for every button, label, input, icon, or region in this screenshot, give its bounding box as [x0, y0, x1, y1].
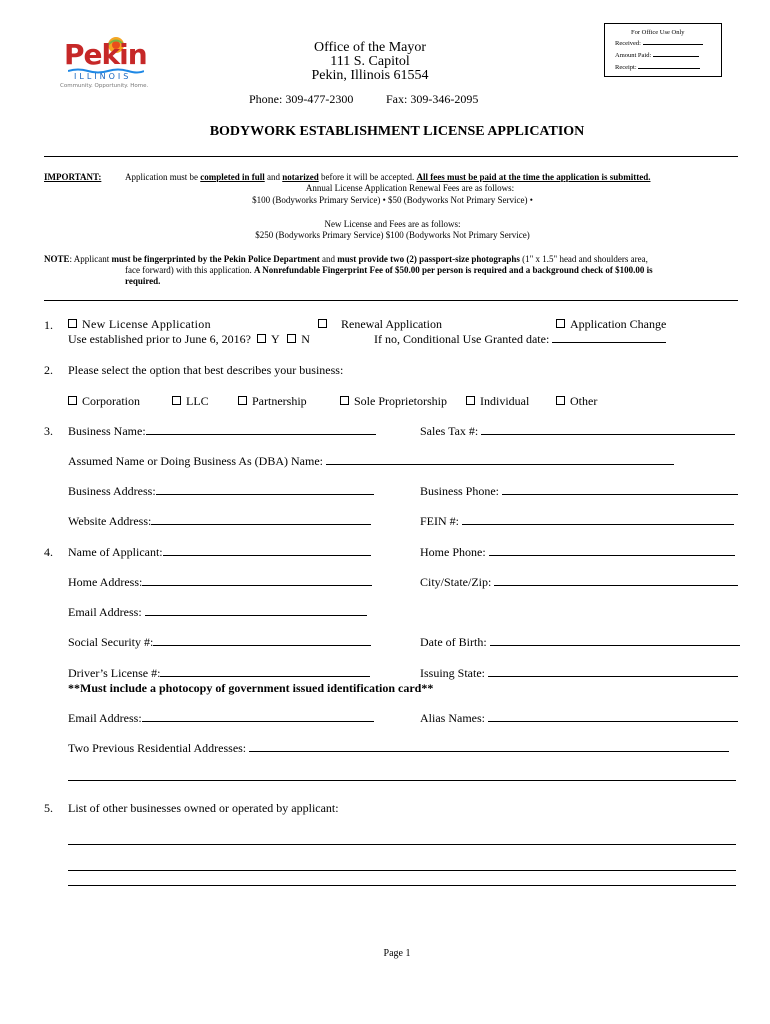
option-corporation: Corporation [82, 394, 140, 408]
drivers-license-field[interactable] [160, 676, 370, 677]
issuing-state-label: Issuing State: [420, 666, 485, 680]
office-fax: Fax: 309-346-2095 [386, 92, 479, 106]
other-businesses-line-1[interactable] [68, 844, 736, 845]
email-2-label: Email Address: [68, 711, 142, 725]
new-license-label: New License Application [82, 317, 211, 331]
logo-state: ILLINOIS [74, 72, 132, 81]
business-name-field[interactable] [146, 434, 376, 435]
renewal-label: Renewal Application [341, 317, 442, 331]
business-address-label: Business Address: [68, 484, 156, 498]
email-field[interactable] [145, 615, 367, 616]
sole-proprietorship-checkbox[interactable] [340, 396, 349, 405]
logo-name: Pekin [64, 38, 147, 71]
business-name-label: Business Name: [68, 424, 146, 438]
note-text: NOTE: Applicant must be fingerprinted by the Pekin Police Department and must provide two (2) passport-size photographs (1" x 1.5" head and shoulders area, [44, 254, 648, 264]
option-llc: LLC [186, 394, 209, 408]
dba-field[interactable] [326, 464, 674, 465]
established-question: Use established prior to June 6, 2016? [68, 332, 251, 346]
office-phone: Phone: 309-477-2300 [249, 92, 354, 106]
q5-number: 5. [44, 801, 53, 815]
conditional-use-label: If no, Conditional Use Granted date: [374, 332, 550, 346]
q3-number: 3. [44, 424, 53, 438]
website-label: Website Address: [68, 514, 152, 528]
dba-label: Assumed Name or Doing Business As (DBA) Name: [68, 454, 323, 468]
previous-addresses-label: Two Previous Residential Addresses: [68, 741, 247, 755]
drivers-license-label: Driver’s License #: [68, 666, 161, 680]
renewal-fees: $100 (Bodyworks Primary Service) • $50 (Bodyworks Not Primary Service) • [252, 195, 533, 205]
option-partnership: Partnership [252, 394, 307, 408]
website-field[interactable] [151, 524, 371, 525]
q4-number: 4. [44, 545, 53, 559]
new-license-checkbox[interactable] [68, 319, 77, 328]
fein-field[interactable] [462, 524, 734, 525]
new-fees: $250 (Bodyworks Primary Service) $100 (Bodyworks Not Primary Service) [255, 230, 530, 240]
office-city: Pekin, Illinois 61554 [311, 68, 429, 83]
corporation-checkbox[interactable] [68, 396, 77, 405]
form-title: BODYWORK ESTABLISHMENT LICENSE APPLICATION [209, 124, 585, 139]
email-2-field[interactable] [142, 721, 374, 722]
business-phone-label: Business Phone: [420, 484, 500, 498]
renewal-checkbox[interactable] [318, 319, 327, 328]
other-businesses-line-3[interactable] [68, 885, 736, 886]
photocopy-note: **Must include a photocopy of government issued identification card** [68, 681, 434, 695]
sales-tax-field[interactable] [481, 434, 735, 435]
q1-number: 1. [44, 318, 53, 332]
title-divider [44, 156, 738, 157]
previous-addresses-line-2[interactable] [68, 780, 736, 781]
llc-checkbox[interactable] [172, 396, 181, 405]
applicant-name-field[interactable] [163, 555, 371, 556]
q5-prompt: List of other businesses owned or operated by applicant: [68, 801, 339, 815]
business-address-field[interactable] [156, 494, 374, 495]
option-individual: Individual [480, 394, 530, 408]
received-label: Received: [615, 40, 641, 47]
no-label: N [301, 332, 310, 346]
office-street: 111 S. Capitol [330, 54, 410, 69]
receipt-label: Receipt: [615, 64, 637, 71]
office-use-title: For Office Use Only [631, 29, 685, 36]
option-sole-proprietorship: Sole Proprietorship [354, 394, 447, 408]
note-divider [44, 300, 738, 301]
option-other: Other [570, 394, 598, 408]
office-name: Office of the Mayor [313, 40, 427, 55]
city-state-zip-field[interactable] [494, 585, 738, 586]
amount-paid-label: Amount Paid: [615, 52, 652, 59]
ssn-field[interactable] [153, 645, 371, 646]
renewal-fees-heading: Annual License Application Renewal Fees are as follows: [305, 183, 515, 193]
business-phone-field[interactable] [502, 494, 738, 495]
q2-prompt: Please select the option that best describes your business: [68, 363, 344, 377]
sales-tax-label: Sales Tax #: [420, 424, 479, 438]
home-phone-label: Home Phone: [420, 545, 486, 559]
no-checkbox[interactable] [287, 334, 296, 343]
important-text: Application must be completed in full and notarized before it will be accepted. All fees must be paid at the time the application is submitted. [125, 172, 651, 182]
alias-field[interactable] [488, 721, 738, 722]
important-label: IMPORTANT: [44, 172, 102, 182]
alias-label: Alias Names: [420, 711, 485, 725]
conditional-use-date-field[interactable] [552, 342, 666, 343]
note-text-line2: face forward) with this application. A Nonrefundable Fingerprint Fee of $50.00 per person is required and a background check of $100.00 is [125, 265, 653, 275]
note-text-line3: required. [125, 276, 161, 286]
new-fees-heading: New License and Fees are as follows: [324, 219, 461, 229]
yes-label: Y [270, 332, 280, 346]
fein-label: FEIN #: [420, 514, 459, 528]
home-address-label: Home Address: [68, 575, 143, 589]
ssn-label: Social Security #: [68, 635, 154, 649]
previous-addresses-field[interactable] [249, 751, 729, 752]
dob-field[interactable] [490, 645, 740, 646]
dob-label: Date of Birth: [420, 635, 487, 649]
partnership-checkbox[interactable] [238, 396, 247, 405]
yes-checkbox[interactable] [257, 334, 266, 343]
other-businesses-line-2[interactable] [68, 870, 736, 871]
city-state-zip-label: City/State/Zip: [420, 575, 492, 589]
email-label: Email Address: [68, 605, 142, 619]
issuing-state-field[interactable] [488, 676, 738, 677]
individual-checkbox[interactable] [466, 396, 475, 405]
home-address-field[interactable] [142, 585, 372, 586]
logo-tagline: Community. Opportunity. Home. [60, 83, 149, 89]
home-phone-field[interactable] [489, 555, 735, 556]
applicant-name-label: Name of Applicant: [68, 545, 163, 559]
other-checkbox[interactable] [556, 396, 565, 405]
page-number: Page 1 [383, 948, 411, 959]
change-label: Application Change [570, 317, 667, 331]
change-checkbox[interactable] [556, 319, 565, 328]
q2-number: 2. [44, 363, 53, 377]
